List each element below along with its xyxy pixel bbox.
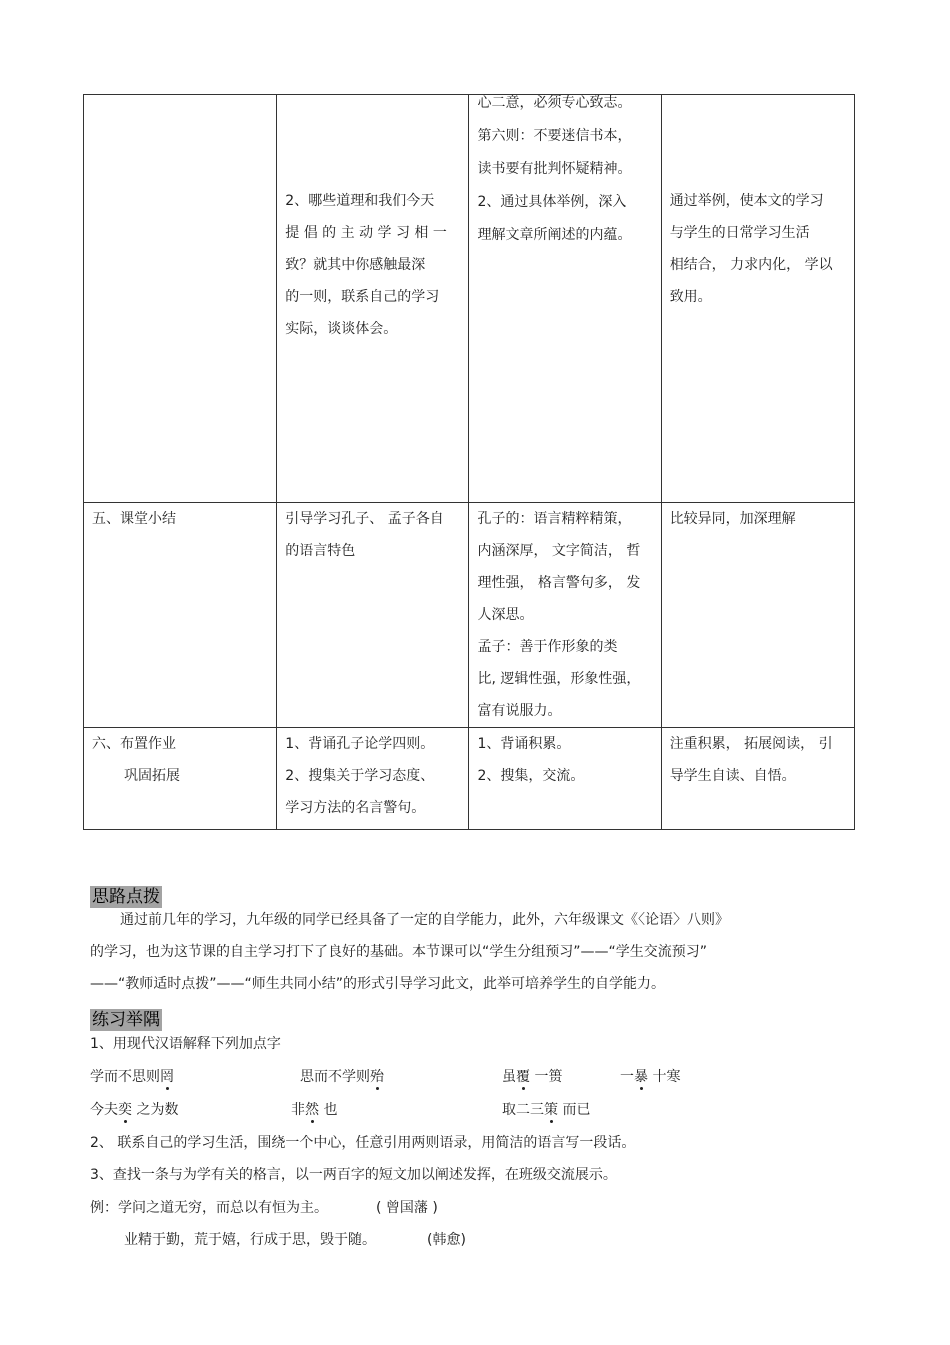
table-cell <box>469 728 661 830</box>
cell-text: 理性强， 格言警句多， 发 <box>477 575 641 591</box>
table-cell <box>277 95 469 503</box>
cell-text: 心二意，必须专心致志。 <box>477 95 632 111</box>
cell-text: 孔子的：语言精粹精策， <box>477 511 632 527</box>
cell-text: 2、哪些道理和我们今天 <box>285 193 435 209</box>
cell-text: 比, 逻辑性强，形象性强， <box>477 671 641 687</box>
cell-text: 致用。 <box>669 289 712 305</box>
question-1: 1、用现代汉语解释下列加点字 <box>90 1036 281 1052</box>
cell-text: 2、通过具体举例，深入 <box>477 194 627 210</box>
stage-label: 六、布置作业 <box>92 736 176 752</box>
cell-text: 致？就其中你感触最深 <box>285 257 426 273</box>
lianxi-section <box>90 1009 162 1031</box>
section-heading: 思路点拨 <box>92 887 160 907</box>
cell-text: 2、搜集，交流。 <box>477 768 585 784</box>
table-row <box>84 503 855 728</box>
cell-text: 1、背诵积累。 <box>477 736 571 752</box>
table-cell <box>469 95 661 503</box>
question-3: 3、查找一条与为学有关的格言，以一两百字的短文加以阐述发挥，在班级交流展示。 <box>90 1167 617 1183</box>
cell-text: 导学生自读、自悟。 <box>669 768 796 784</box>
dotted-phrase: 思而不学则殆 <box>300 1069 384 1085</box>
table-cell <box>661 503 854 728</box>
example-quote: 例：学问之道无穷，而总以有恒为主。 <box>90 1200 328 1216</box>
stage-sublabel: 巩固拓展 <box>124 768 180 784</box>
question-2: 2、 联系自己的学习生活，围绕一个中心，任意引用两则语录，用简洁的语言写一段话。 <box>90 1135 636 1151</box>
cell-text: 学习方法的名言警句。 <box>285 800 426 816</box>
cell-text: 人深思。 <box>477 607 534 623</box>
dotted-phrase: 一暴 十寒 <box>620 1069 681 1085</box>
cell-text: 2、搜集关于学习态度、 <box>285 768 435 784</box>
cell-text: 1、背诵孔子论学四则。 <box>285 736 435 752</box>
dotted-char: 策 <box>544 1102 558 1118</box>
paragraph-line: ——“教师适时点拨”——“师生共同小结”的形式引导学习此文，此举可培养学生的自学能力。 <box>90 976 666 992</box>
cell-text: 提 倡 的 主 动 学 习 相 一 <box>285 225 447 241</box>
section-heading: 练习举隅 <box>92 1010 160 1030</box>
example-source: (韩愈) <box>427 1232 466 1248</box>
silu-paragraph <box>90 904 810 1000</box>
example-quote: 业精于勤，荒于嬉，行成于思，毁于随。 <box>124 1232 376 1248</box>
paragraph-line: 通过前几年的学习，九年级的同学已经具备了一定的自学能力，此外，六年级课文《〈论语〉八则》 <box>120 912 729 928</box>
table-cell <box>661 728 854 830</box>
lesson-plan-table <box>83 94 855 830</box>
cell-text: 通过举例，使本文的学习 <box>669 193 824 209</box>
dotted-char: 然 <box>305 1102 319 1118</box>
table-row <box>84 728 855 830</box>
table-cell <box>277 728 469 830</box>
cell-text: 富有说服力。 <box>477 703 562 719</box>
dotted-phrase: 学而不思则罔 <box>90 1069 174 1085</box>
dotted-char: 奕 <box>118 1102 132 1118</box>
cell-text: 第六则：不要迷信书本， <box>477 128 632 144</box>
cell-text: 相结合， 力求内化， 学以 <box>669 257 833 273</box>
table-cell <box>84 728 277 830</box>
cell-text: 注重积累， 拓展阅读， 引 <box>669 736 833 752</box>
dotted-phrase: 虽覆 一篑 <box>502 1069 563 1085</box>
cell-text: 读书要有批判怀疑精神。 <box>477 161 632 177</box>
table-row <box>84 95 855 503</box>
table-cell <box>84 503 277 728</box>
dotted-phrase: 取二三策 而已 <box>502 1102 591 1118</box>
cell-text: 孟子：善于作形象的类 <box>477 639 618 655</box>
example-source: ( 曾国藩 ) <box>376 1200 438 1216</box>
cell-text: 内涵深厚， 文字简洁， 哲 <box>477 543 641 559</box>
dotted-char: 罔 <box>160 1069 174 1085</box>
cell-text: 的一则，联系自己的学习 <box>285 289 440 305</box>
paragraph-line: 的学习，也为这节课的自主学习打下了良好的基础。本节课可以“学生分组预习”——“学生交流预习” <box>90 944 708 960</box>
table-cell <box>469 503 661 728</box>
cell-text: 比较异同，加深理解 <box>669 511 796 527</box>
table-cell <box>84 95 277 503</box>
dotted-char: 暴 <box>634 1069 648 1085</box>
dotted-phrase: 非然 也 <box>291 1102 338 1118</box>
cell-text: 与学生的日常学习生活 <box>669 225 810 241</box>
cell-text: 实际，谈谈体会。 <box>285 321 398 337</box>
dotted-char: 覆 <box>516 1069 530 1085</box>
dotted-phrase: 今夫奕 之为数 <box>90 1102 179 1118</box>
stage-label: 五、课堂小结 <box>92 511 176 527</box>
cell-text: 引导学习孔子、 孟子各自 <box>285 511 444 527</box>
cell-text: 理解文章所阐述的内蕴。 <box>477 227 632 243</box>
dotted-char: 殆 <box>370 1069 384 1085</box>
table-cell <box>661 95 854 503</box>
table-cell <box>277 503 469 728</box>
cell-text: 的语言特色 <box>285 543 356 559</box>
